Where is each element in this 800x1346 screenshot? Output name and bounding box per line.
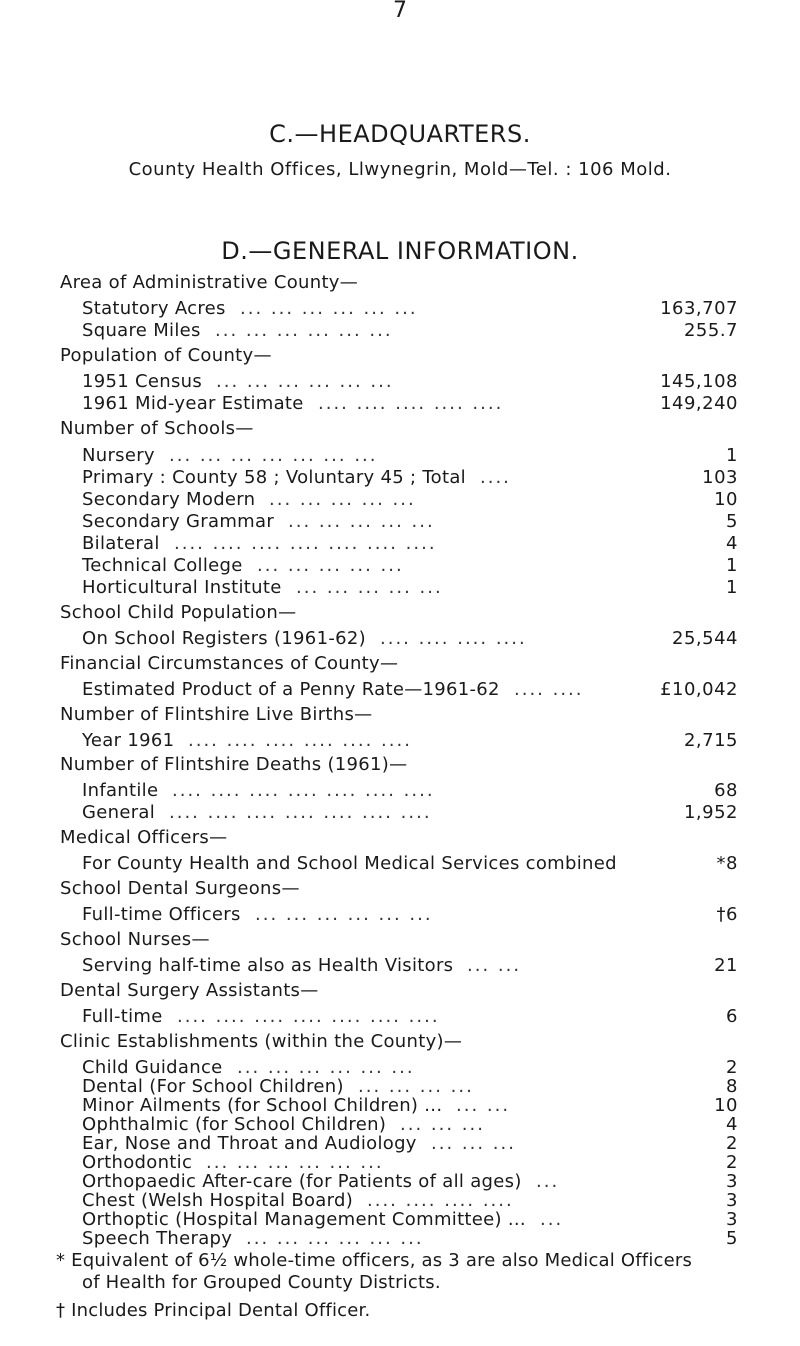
- section-label-population: Population of County—: [60, 345, 272, 366]
- row-leader-dots: ... ... ... ... ... ...: [215, 320, 393, 341]
- row-value: 5: [726, 511, 738, 532]
- row-label: On School Registers (1961-62): [82, 628, 366, 649]
- row-leader-dots: .... .... .... .... .... .... ....: [174, 533, 437, 554]
- row-value: †6: [716, 904, 738, 925]
- row-value: 2: [726, 1133, 738, 1154]
- row-label: Year 1961: [82, 730, 175, 751]
- row-value: 25,544: [672, 628, 738, 649]
- row-leader-dots: ... ... ... ... ... ...: [216, 371, 394, 392]
- row-leader-dots: ... ... ... ... ... ...: [240, 298, 418, 319]
- footnote-asterisk-line2: of Health for Grouped County Districts.: [82, 1272, 441, 1293]
- row-label: Speech Therapy: [82, 1228, 233, 1249]
- row-value: 6: [726, 1006, 738, 1027]
- row-label: General: [82, 802, 156, 823]
- row-label: Bilateral: [82, 533, 160, 554]
- row-label: Orthoptic (Hospital Management Committee) ...: [82, 1209, 526, 1230]
- section-label-area: Area of Administrative County—: [60, 272, 359, 293]
- row-value: 163,707: [660, 298, 738, 319]
- section-label-births: Number of Flintshire Live Births—: [60, 704, 373, 725]
- row-label: Secondary Modern: [82, 489, 256, 510]
- row-label: Minor Ailments (for School Children) ...: [82, 1095, 443, 1116]
- row-value: 149,240: [660, 393, 738, 414]
- footnote-dagger: † Includes Principal Dental Officer.: [56, 1300, 371, 1321]
- row-value: 1: [726, 577, 738, 598]
- row-label: 1951 Census: [82, 371, 203, 392]
- row-label: Child Guidance: [82, 1057, 223, 1078]
- row-label: Technical College: [82, 555, 243, 576]
- row-leader-dots: ... ...: [456, 1095, 511, 1116]
- row-label: Nursery: [82, 445, 155, 466]
- row-leader-dots: .... ....: [514, 679, 584, 700]
- row-leader-dots: ... ... ...: [431, 1133, 516, 1154]
- row-value: 3: [726, 1190, 738, 1211]
- row-leader-dots: ... ... ...: [400, 1114, 485, 1135]
- row-value: 1: [726, 445, 738, 466]
- row-value: 255.7: [683, 320, 738, 341]
- row-value: 2: [726, 1057, 738, 1078]
- row-label: Full-time Officers: [82, 904, 241, 925]
- headquarters-heading: C.—HEADQUARTERS.: [269, 120, 531, 148]
- row-leader-dots: ... ... ... ... ... ...: [255, 904, 433, 925]
- row-label: Horticultural Institute: [82, 577, 282, 598]
- row-leader-dots: ... ... ... ...: [358, 1076, 474, 1097]
- row-label: Orthodontic: [82, 1152, 193, 1173]
- row-leader-dots: .... .... .... .... ....: [318, 393, 504, 414]
- row-value: 2: [726, 1152, 738, 1173]
- row-value: £10,042: [660, 679, 738, 700]
- section-label-medical-officers: Medical Officers—: [60, 827, 228, 848]
- row-leader-dots: ... ... ... ... ... ...: [206, 1152, 384, 1173]
- row-leader-dots: .... .... .... ....: [380, 628, 527, 649]
- section-label-child-population: School Child Population—: [60, 602, 297, 623]
- row-label: Primary : County 58 ; Voluntary 45 ; Total: [82, 467, 466, 488]
- row-label: Square Miles: [82, 320, 201, 341]
- row-value: 10: [714, 1095, 738, 1116]
- row-leader-dots: .... .... .... .... .... .... ....: [169, 802, 432, 823]
- row-label: Orthopaedic After-care (for Patients of all ages): [82, 1171, 522, 1192]
- row-leader-dots: ...: [536, 1171, 560, 1192]
- row-label: Dental (For School Children): [82, 1076, 344, 1097]
- row-leader-dots: .... .... .... .... .... .... ....: [172, 780, 435, 801]
- row-leader-dots: ... ... ... ... ... ...: [246, 1228, 424, 1249]
- row-label: 1961 Mid-year Estimate: [82, 393, 304, 414]
- row-leader-dots: ... ... ... ... ...: [257, 555, 404, 576]
- section-label-financial: Financial Circumstances of County—: [60, 653, 399, 674]
- row-leader-dots: ... ... ... ... ...: [288, 511, 435, 532]
- row-leader-dots: ... ... ... ... ... ...: [237, 1057, 415, 1078]
- row-value: 1,952: [683, 802, 738, 823]
- row-label: Statutory Acres: [82, 298, 226, 319]
- section-label-dental-assistants: Dental Surgery Assistants—: [60, 980, 319, 1001]
- row-value: 3: [726, 1209, 738, 1230]
- row-leader-dots: ...: [540, 1209, 564, 1230]
- row-leader-dots: ....: [480, 467, 511, 488]
- row-leader-dots: .... .... .... .... .... .... ....: [177, 1006, 440, 1027]
- row-label: For County Health and School Medical Services combined: [82, 853, 617, 874]
- row-label: Secondary Grammar: [82, 511, 275, 532]
- row-label: Ear, Nose and Throat and Audiology: [82, 1133, 417, 1154]
- general-information-heading: D.—GENERAL INFORMATION.: [221, 237, 579, 265]
- row-value: 4: [726, 1114, 738, 1135]
- section-label-clinics: Clinic Establishments (within the County)—: [60, 1031, 463, 1052]
- row-value: 103: [702, 467, 738, 488]
- row-value: 1: [726, 555, 738, 576]
- row-value: 5: [726, 1228, 738, 1249]
- section-label-nurses: School Nurses—: [60, 929, 210, 950]
- headquarters-address: County Health Offices, Llwynegrin, Mold—Tel. : 106 Mold.: [128, 159, 672, 180]
- row-value: 10: [714, 489, 738, 510]
- row-leader-dots: ... ... ... ... ...: [296, 577, 443, 598]
- row-label: Estimated Product of a Penny Rate—1961-62: [82, 679, 500, 700]
- row-label: Serving half-time also as Health Visitors: [82, 955, 454, 976]
- page-number: 7: [393, 0, 407, 23]
- section-label-schools: Number of Schools—: [60, 418, 254, 439]
- row-label: Full-time: [82, 1006, 163, 1027]
- row-leader-dots: .... .... .... .... .... ....: [188, 730, 412, 751]
- row-value: 68: [714, 780, 738, 801]
- row-value: 3: [726, 1171, 738, 1192]
- row-value: 2,715: [683, 730, 738, 751]
- row-value: 21: [714, 955, 738, 976]
- row-leader-dots: ... ...: [467, 955, 522, 976]
- row-label: Infantile: [82, 780, 159, 801]
- row-leader-dots: .... .... .... ....: [367, 1190, 514, 1211]
- row-label: Ophthalmic (for School Children): [82, 1114, 387, 1135]
- row-value: 4: [726, 533, 738, 554]
- footnote-asterisk-line1: * Equivalent of 6½ whole-time officers, as 3 are also Medical Officers: [56, 1250, 693, 1271]
- row-label: Chest (Welsh Hospital Board): [82, 1190, 354, 1211]
- row-leader-dots: ... ... ... ... ...: [269, 489, 416, 510]
- section-label-deaths: Number of Flintshire Deaths (1961)—: [60, 754, 408, 775]
- row-value: 145,108: [660, 371, 738, 392]
- row-value: 8: [726, 1076, 738, 1097]
- row-leader-dots: ... ... ... ... ... ... ...: [169, 445, 378, 466]
- section-label-dental-surgeons: School Dental Surgeons—: [60, 878, 300, 899]
- row-value: *8: [716, 853, 738, 874]
